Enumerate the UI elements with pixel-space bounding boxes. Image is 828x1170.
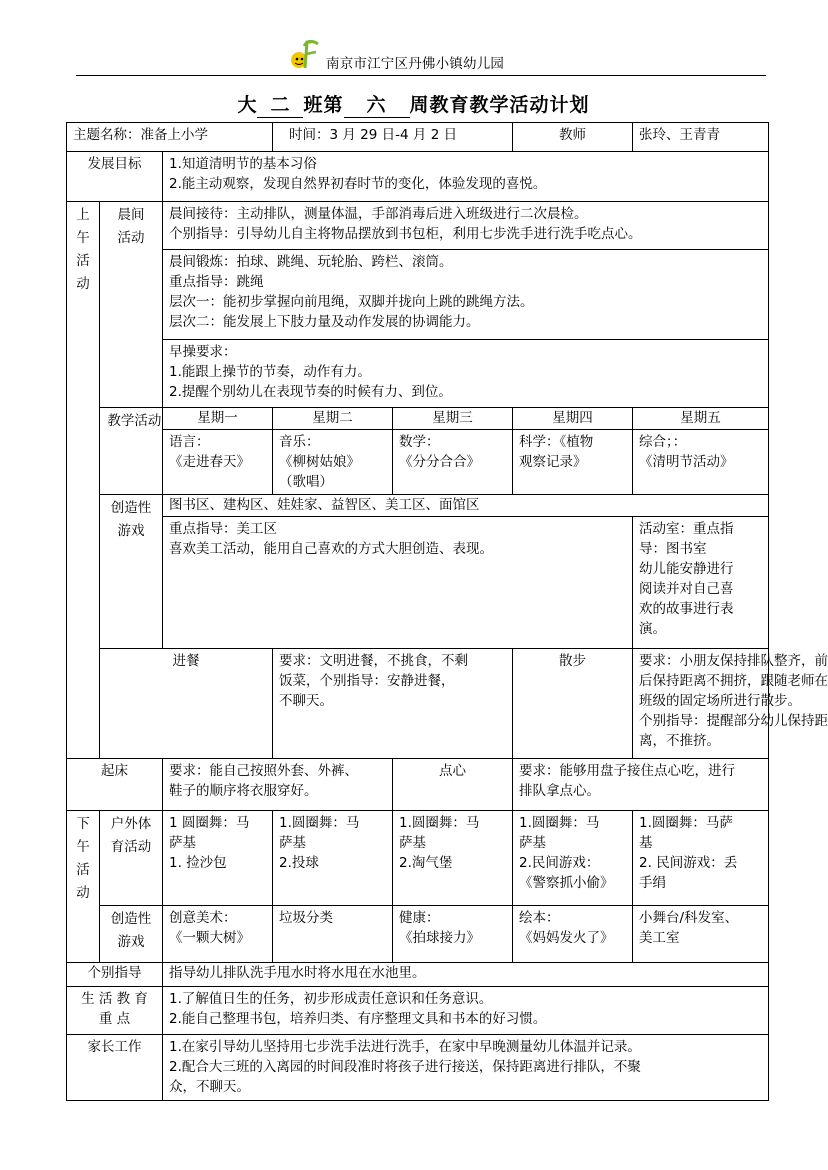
morning-drill-row xyxy=(67,340,769,408)
reception-line: 个别指导：引导幼儿自主将物品摆放到书包柜，利用七步洗手进行洗手吃点心。 xyxy=(169,226,642,242)
afternoon-creative-fri: 小舞台/科发室、 美工室 xyxy=(633,906,769,963)
school-name: 南京市江宁区丹佛小镇幼儿园 xyxy=(326,56,505,72)
parent-row xyxy=(67,1035,769,1101)
title-class: 二 xyxy=(257,90,303,118)
teacher-names: 张玲、王青青 xyxy=(633,123,769,152)
exercise-line: 层次二：能发展上下肢力量及动作发展的协调能力。 xyxy=(169,314,480,330)
afternoon-creative-label: 创造性游戏 xyxy=(100,906,163,963)
weekday-header-row xyxy=(67,408,769,430)
title-prefix: 大 xyxy=(237,94,258,116)
title-middle: 班第 xyxy=(303,94,344,116)
afternoon-creative-wed: 健康： 《拍球接力》 xyxy=(393,906,513,963)
exercise-line: 层次一：能初步掌握向前甩绳，双脚并拢向上跳的跳绳方法。 xyxy=(169,294,534,310)
weekday-thu: 星期四 xyxy=(513,408,633,430)
outdoor-row xyxy=(67,811,769,906)
outdoor-mon: 1 圆圈舞：马 萨基 1. 捡沙包 xyxy=(163,811,273,906)
meal-content: 要求：文明进餐，不挑食，不剩 饭菜，个别指导：安静进餐， 不聊天。 xyxy=(273,649,513,759)
meal-label: 进餐 xyxy=(100,649,273,759)
header-rule xyxy=(76,75,766,76)
life-content: 1.了解值日生的任务，初步形成责任意识和任务意识。 2.能自己整理书包，培养归类、有序整理文具和书本的好习惯。 xyxy=(163,987,769,1035)
info-row xyxy=(67,123,769,152)
snack-content: 要求：能够用盘子接住点心吃，进行 排队拿点心。 xyxy=(513,759,769,811)
morning-section-label: 上午活动 xyxy=(67,202,100,759)
outdoor-fri: 1.圆圈舞：马萨 基 2. 民间游戏：丢 手绢 xyxy=(633,811,769,906)
parent-label: 家长工作 xyxy=(67,1035,163,1101)
morning-exercise-row xyxy=(67,250,769,340)
afternoon-section-label: 下午活动 xyxy=(67,811,100,963)
morning-activity-label: 晨间活动 xyxy=(100,202,163,408)
goals-content xyxy=(163,152,769,202)
afternoon-creative-tue: 垃圾分类 xyxy=(273,906,393,963)
teaching-thu: 科学：《植物 观察记录》 xyxy=(513,430,633,495)
walk-content: 要求：小朋友保持排队整齐，前 后保持距离不拥挤，跟随老师在 班级的固定场所进行散步。 个别指导：提醒部分幼儿保持距 离，不推挤。 xyxy=(633,649,769,759)
afternoon-creative-thu: 绘本： 《妈妈发火了》 xyxy=(513,906,633,963)
drill-line: 早操要求： xyxy=(169,344,237,360)
teaching-tue: 音乐： 《柳树姑娘》 （歌唱） xyxy=(273,430,393,495)
morning-reception-row xyxy=(67,202,769,250)
snack-label: 点心 xyxy=(393,759,513,811)
individual-row xyxy=(67,963,769,987)
life-label: 生 活 教 育 重 点 xyxy=(67,987,163,1035)
time-cell: 时间：3 月 29 日-4 月 2 日 xyxy=(273,123,513,152)
teaching-wed: 数学： 《分分合合》 xyxy=(393,430,513,495)
exercise-line: 晨间锻炼：拍球、跳绳、玩轮胎、跨栏、滚筒。 xyxy=(169,254,453,270)
theme-cell: 主题名称：准备上小学 xyxy=(67,123,273,152)
weekday-mon: 星期一 xyxy=(163,408,273,430)
afternoon-creative-mon: 创意美术： 《一颗大树》 xyxy=(163,906,273,963)
individual-label: 个别指导 xyxy=(67,963,163,987)
weekday-fri: 星期五 xyxy=(633,408,769,430)
wake-label: 起床 xyxy=(67,759,163,811)
creative-game-label: 创造性游戏 xyxy=(100,495,163,649)
outdoor-wed: 1.圆圈舞：马 萨基 2.淘气堡 xyxy=(393,811,513,906)
teacher-label: 教师 xyxy=(513,123,633,152)
goals-row xyxy=(67,152,769,202)
teaching-fri: 综合；： 《清明节活动》 xyxy=(633,430,769,495)
creative-focus-row xyxy=(67,517,769,649)
weekday-wed: 星期三 xyxy=(393,408,513,430)
outdoor-tue: 1.圆圈舞：马 萨基 2.投球 xyxy=(273,811,393,906)
life-row xyxy=(67,987,769,1035)
title-week: 六 xyxy=(344,90,410,118)
outdoor-thu: 1.圆圈舞：马 萨基 2.民间游戏： 《警察抓小偷》 xyxy=(513,811,633,906)
drill-line: 1.能跟上操节的节奏，动作有力。 xyxy=(169,364,371,380)
parent-content: 1.在家引导幼儿坚持用七步洗手法进行洗手，在家中早晚测量幼儿体温并记录。 2.配合大三班的入离园的时间段准时将孩子进行接送，保持距离进行排队，不聚 众，不聊天。 xyxy=(163,1035,769,1101)
creative-focus: 重点指导：美工区 喜欢美工活动，能用自己喜欢的方式大胆创造、表现。 xyxy=(163,517,633,649)
reception-line: 晨间接待：主动排队，测量体温，手部消毒后进入班级进行二次晨检。 xyxy=(169,206,588,222)
drill-content xyxy=(163,340,769,408)
creative-areas: 图书区、建构区、娃娃家、益智区、美工区、面馆区 xyxy=(163,495,769,517)
drill-line: 2.提醒个别幼儿在表现节奏的时候有力、到位。 xyxy=(169,384,452,400)
teaching-row xyxy=(67,430,769,495)
afternoon-creative-row xyxy=(67,906,769,963)
walk-label: 散步 xyxy=(513,649,633,759)
teaching-label: 教学活动 xyxy=(100,408,163,495)
goals-label: 发展目标 xyxy=(67,152,163,202)
exercise-line: 重点指导：跳绳 xyxy=(169,274,264,290)
wake-row xyxy=(67,759,769,811)
outdoor-label: 户外体育活动 xyxy=(100,811,163,906)
individual-content: 指导幼儿排队洗手甩水时将水甩在水池里。 xyxy=(163,963,769,987)
teaching-mon: 语言： 《走进春天》 xyxy=(163,430,273,495)
meal-row xyxy=(67,649,769,759)
exercise-content xyxy=(163,250,769,340)
creative-room: 活动室：重点指 导：图书室 幼儿能安静进行 阅读并对自己喜 欢的故事进行表 演。 xyxy=(633,517,769,649)
activity-plan-table xyxy=(66,122,828,1101)
goal-item: 2.能主动观察，发现自然界初春时节的变化，体验发现的喜悦。 xyxy=(169,176,547,192)
weekday-tue: 星期二 xyxy=(273,408,393,430)
reception-content xyxy=(163,202,769,250)
goal-item: 1.知道清明节的基本习俗 xyxy=(169,156,317,172)
creative-areas-row xyxy=(67,495,769,517)
wake-content: 要求：能自己按照外套、外裤、 鞋子的顺序将衣服穿好。 xyxy=(163,759,393,811)
plan-title xyxy=(0,90,827,118)
title-suffix: 周教育教学活动计划 xyxy=(409,94,590,116)
page-header xyxy=(0,0,827,80)
kindergarten-logo-icon xyxy=(287,38,321,72)
